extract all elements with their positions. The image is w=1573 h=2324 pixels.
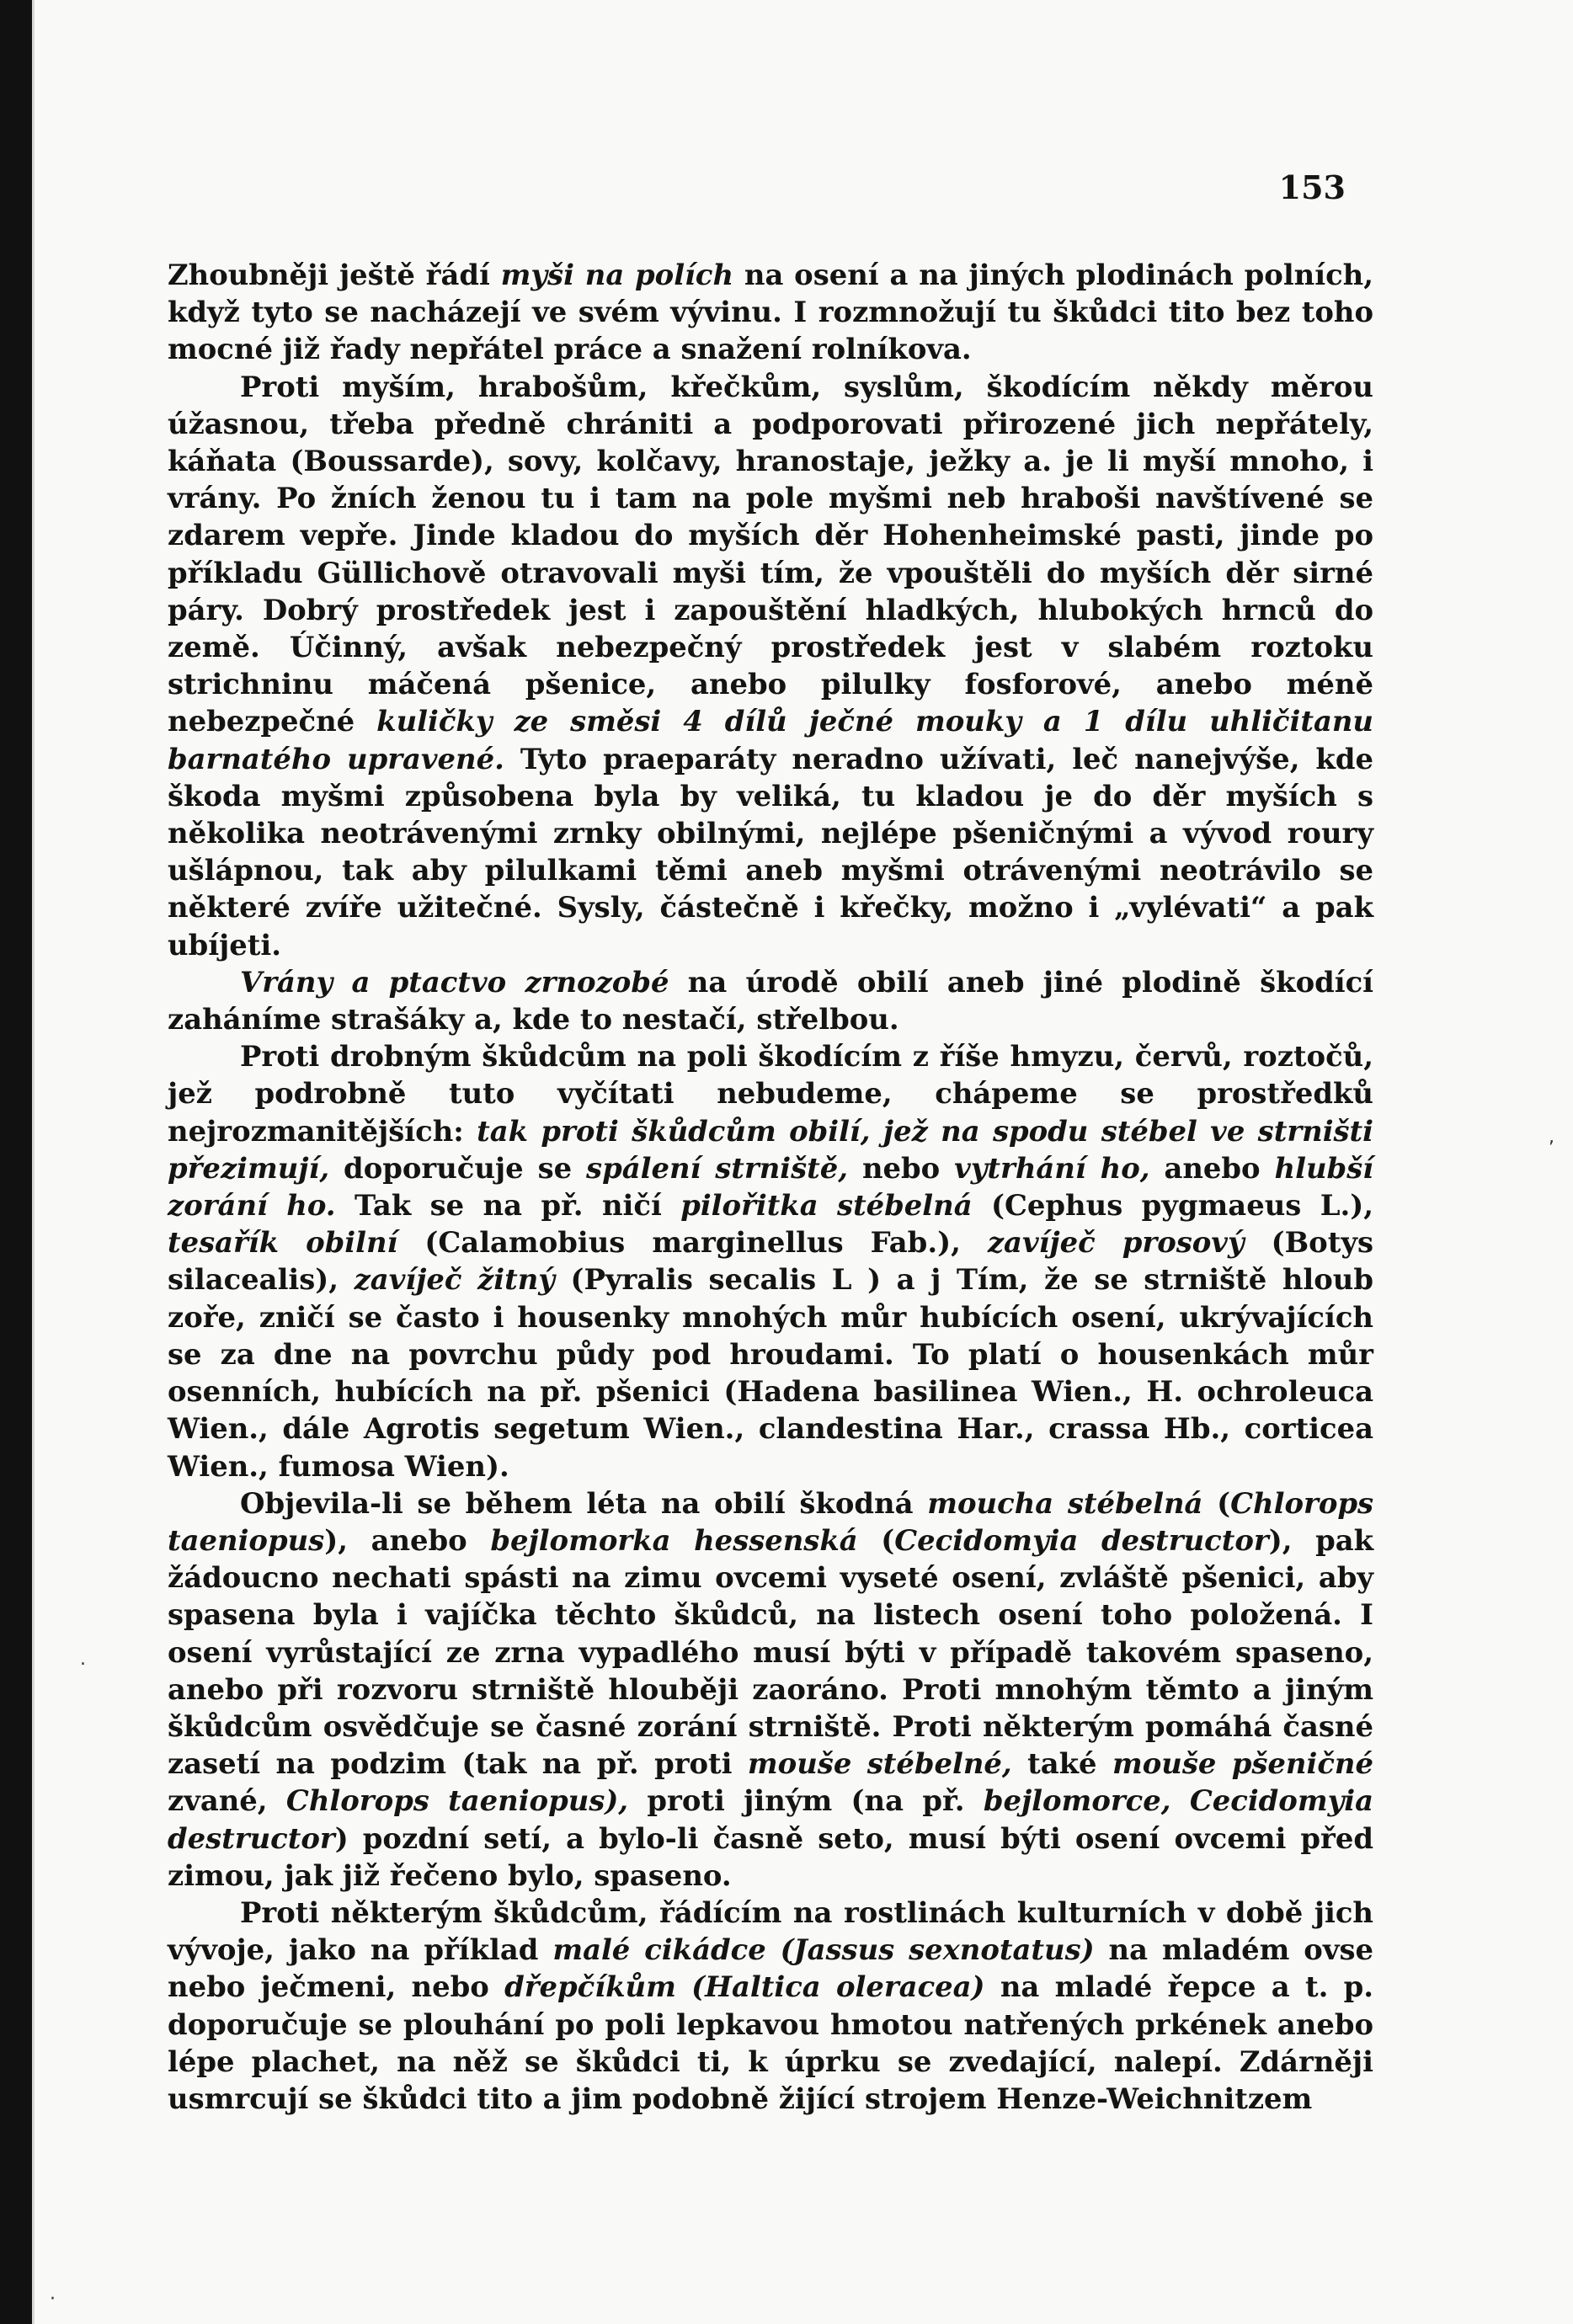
- scan-edge: [0, 0, 32, 2324]
- text-span: nebo: [848, 1150, 955, 1185]
- paragraph: [168, 1894, 1373, 2117]
- italic-span: zavíječ žitný: [354, 1262, 555, 1297]
- text-span: anebo: [1149, 1150, 1275, 1185]
- book-page: [32, 0, 1573, 2324]
- italic-span: vytrhání ho,: [954, 1150, 1150, 1185]
- text-span: na mladé řepce a t. p. doporučuje se plouhání po poli lepkavou hmotou natřených prkének anebo lépe plachet, na něž se škůdci ti, k úprku se zvedající, nalepí. Zdárněji usmrcují se škůdci tito a jim podobně žijící strojem Henze-Weichnitzem: [168, 1970, 1374, 2115]
- italic-span: hlubší zorání ho.: [168, 1150, 1374, 1223]
- text-span: Proti drobným škůdcům na poli škodícím z říše hmyzu, červů, roztočů, jež podrobně tuto vyčítati nebudeme, chápeme se prostředků nejrozmanitějších:: [168, 1039, 1373, 1148]
- text-span: zvané,: [168, 1783, 286, 1818]
- italic-span: pilořitka stébelná: [680, 1188, 973, 1223]
- text-span: ) pozdní setí, a bylo-li časně seto, musí býti osení ovcemi před zimou, jak již řečeno bylo, spaseno.: [168, 1820, 1373, 1892]
- italic-span: mouše pšeničné: [1112, 1746, 1373, 1781]
- italic-span: tesařík obilní: [168, 1225, 398, 1260]
- italic-span: mouše stébelné,: [747, 1746, 1012, 1781]
- text-span: na osení a na jiných plodinách polních, když tyto se nacházejí ve svém vývinu. I rozmnožují tu škůdci tito bez toho mocné již řady nepřátel práce a snažení rolníkova.: [168, 258, 1373, 366]
- italic-span: spálení strniště,: [586, 1150, 849, 1185]
- text-span: doporučuje se: [329, 1150, 587, 1185]
- paragraph: [168, 963, 1373, 1037]
- text-span: na mladém ovse nebo ječmeni, nebo: [168, 1932, 1373, 2004]
- paragraph: [168, 1037, 1373, 1484]
- body-text: [168, 256, 1373, 2117]
- italic-span: bejlomorce, Cecidomyia destructor: [168, 1783, 1373, 1855]
- text-span: Tyto praeparáty neradno užívati, leč nanejvýše, kde škoda myšmi způsobena byla by veliká, tu kladou je do děr myších s několika neotrávenými zrnky obilnými, nejlépe pšeničnými a vývod roury ušlápnou, tak aby pilulkami těmi aneb myšmi otrávenými neotrávilo se některé zvíře užitečné. Sysly, částečně i křečky, možno i „vylévati“ a pak ubíjeti.: [168, 741, 1373, 962]
- italic-span: bejlomorka hessenská: [490, 1522, 858, 1557]
- text-span: Proti myším, hrabošům, křečkům, syslům, škodícím někdy měrou úžasnou, třeba předně chrániti a podporovati přirozené jich nepřátely, káňata (Boussarde), sovy, kolčavy, hranostaje, ježky a. je li myší mnoho, i vrány. Po žních ženou tu i tam na pole myšmi neb hraboši navštívené se zdarem vepře. Jinde kladou do myších děr Hohenheimské pasti, jinde po příkladu Güllichově otravovali myši tím, že vpouštěli do myších děr sirné páry. Dobrý prostředek jest i zapouštění hladkých, hlubokých hrnců do země. Účinný, avšak nebezpečný prostředek jest v slabém roztoku strichninu máčená pšenice, anebo pilulky fosforové, anebo méně nebezpečné: [168, 369, 1373, 738]
- text-span: Tak se na př. ničí: [335, 1188, 681, 1223]
- text-span: ), pak žádoucno nechati spásti na zimu ovcemi vyseté osení, zvláště pšenici, aby spasena byla i vajíčka těchto škůdců, na listech osení toho položená. I osení vyrůstající ze zrna vypadlého musí býti v případě takovém spaseno, anebo při rozvoru strniště hlouběji zaoráno. Proti mnohým těmto a jiným škůdcům osvědčuje se časné zorání strniště. Proti některým pomáhá časné zasetí na podzim (tak na př. proti: [168, 1522, 1374, 1781]
- text-span: Zhoubněji ještě řádí: [168, 258, 501, 291]
- italic-span: Vrány a ptactvo zrnozobé: [240, 964, 669, 999]
- italic-span: kuličky ze směsi 4 dílů ječné mouky a 1 dílu uhličitanu barnatého upravené.: [168, 704, 1373, 776]
- text-span: Proti některým škůdcům, řádícím na rostlinách kulturních v době jich vývoje, jako na příklad: [168, 1895, 1373, 1967]
- text-span: (Botys silacealis),: [168, 1225, 1373, 1297]
- text-span: ), anebo: [324, 1522, 491, 1557]
- text-span: Objevila-li se během léta na obilí škodná: [240, 1485, 928, 1520]
- margin-speck: ·: [50, 2289, 56, 2310]
- paragraph: [168, 1484, 1373, 1894]
- text-span: (Calamobius marginellus Fab.),: [397, 1225, 988, 1260]
- text-span: (: [1202, 1485, 1231, 1520]
- italic-span: myši na polích: [500, 258, 734, 291]
- text-span: na úrodě obilí aneb jiné plodině škodící zaháníme strašáky a, kde to nestačí, střelbou.: [168, 964, 1373, 1037]
- italic-span: moucha stébelná: [927, 1485, 1203, 1520]
- italic-span: tak proti škůdcům obilí, jež na spodu stébel ve strništi přezimují,: [168, 1113, 1374, 1185]
- italic-span: Chlorops taeniopus: [168, 1485, 1374, 1557]
- paragraph: [168, 368, 1373, 963]
- margin-speck: ,: [1549, 1127, 1554, 1148]
- margin-speck: .: [80, 1649, 86, 1670]
- italic-span: Cecidomyia destructor: [894, 1522, 1269, 1557]
- italic-span: dřepčíkům (Haltica oleracea): [504, 1970, 985, 2004]
- italic-span: malé cikádce (Jassus sexnotatus): [552, 1932, 1095, 1967]
- text-span: (Cephus pygmaeus L.),: [972, 1188, 1374, 1223]
- text-span: (Pyralis secalis L ) a j Tím, že se strniště hloub zoře, zničí se často i housenky mnohých můr hubících osení, ukrývajících se za dne na povrchu půdy pod hroudami. To platí o housenkách můr osenních, hubících na př. pšenici (Hadena basilinea Wien., H. ochroleuca Wien., dále Agrotis segetum Wien., clandestina Har., crassa Hb., corticea Wien., fumosa Wien).: [168, 1262, 1373, 1483]
- text-span: také: [1011, 1746, 1112, 1781]
- text-span: (: [857, 1522, 895, 1557]
- italic-span: zavíječ prosový: [987, 1225, 1245, 1260]
- paragraph: [168, 256, 1373, 368]
- italic-span: Chlorops taeniopus),: [285, 1783, 629, 1818]
- text-span: proti jiným (na př.: [628, 1783, 984, 1818]
- page-number: 153: [1278, 168, 1346, 206]
